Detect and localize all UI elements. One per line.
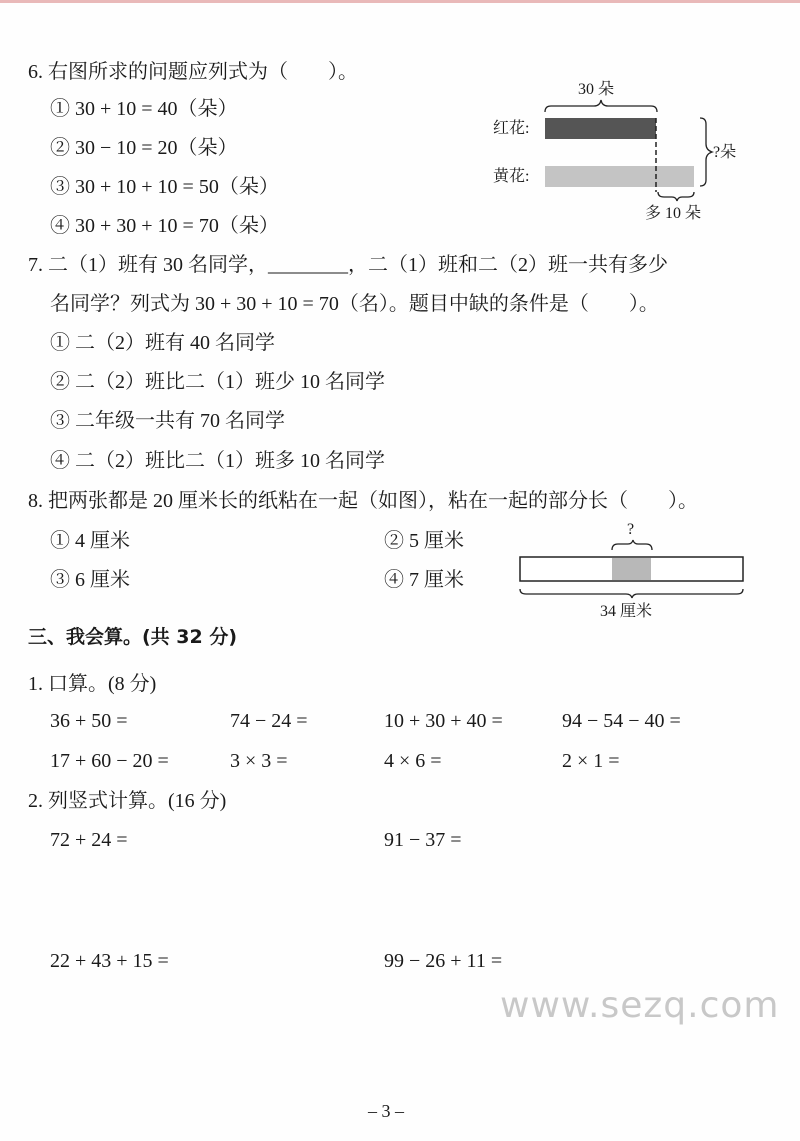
section-title: 三、我会算。(共 32 分) bbox=[28, 626, 238, 648]
q7-line1: 7. 二（1）班有 30 名同学，________，二（1）班和二（2）班一共有多少 bbox=[28, 254, 668, 276]
overlap-question-label: ? bbox=[627, 521, 635, 538]
q6-option-1: ① 30 + 10 = 40（朵） bbox=[50, 98, 238, 120]
q7-option-2: ② 二（2）班比二（1）班少 10 名同学 bbox=[50, 371, 385, 393]
mental-math-item: 3 × 3 = bbox=[230, 750, 288, 772]
red-flower-label: 红花: bbox=[493, 120, 530, 137]
vertical-calc-item: 22 + 43 + 15 = bbox=[50, 950, 169, 972]
yellow-flower-label: 黄花: bbox=[493, 168, 530, 185]
mental-math-item: 36 + 50 = bbox=[50, 710, 128, 732]
top-label: 30 朵 bbox=[578, 81, 615, 98]
vertical-calc-item: 99 − 26 + 11 = bbox=[384, 950, 503, 972]
mental-math-item: 17 + 60 − 20 = bbox=[50, 750, 169, 772]
q8-option-4: ④ 7 厘米 bbox=[384, 569, 464, 591]
q8-option-2: ② 5 厘米 bbox=[384, 530, 464, 552]
q8-stem: 8. 把两张都是 20 厘米长的纸粘在一起（如图），粘在一起的部分长（ ）。 bbox=[28, 490, 698, 512]
q7-option-4: ④ 二（2）班比二（1）班多 10 名同学 bbox=[50, 450, 385, 472]
part2-title: 2. 列竖式计算。(16 分) bbox=[28, 790, 227, 812]
mental-math-item: 4 × 6 = bbox=[384, 750, 442, 772]
q7-option-1: ① 二（2）班有 40 名同学 bbox=[50, 332, 275, 354]
vertical-calc-item: 72 + 24 = bbox=[50, 829, 128, 851]
vertical-calc-item: 91 − 37 = bbox=[384, 829, 462, 851]
q6-option-4: ④ 30 + 30 + 10 = 70（朵） bbox=[50, 215, 279, 237]
total-length-label: 34 厘米 bbox=[600, 603, 653, 620]
q7-line2: 名同学？列式为 30 + 30 + 10 = 70（名）。题目中缺的条件是（ ）。 bbox=[50, 293, 659, 315]
part1-title: 1. 口算。(8 分) bbox=[28, 673, 157, 695]
q6-option-3: ③ 30 + 10 + 10 = 50（朵） bbox=[50, 176, 279, 198]
mental-math-item: 74 − 24 = bbox=[230, 710, 308, 732]
mental-math-item: 10 + 30 + 40 = bbox=[384, 710, 503, 732]
mental-math-item: 2 × 1 = bbox=[562, 750, 620, 772]
question-label: ?朵 bbox=[713, 144, 737, 161]
flower-diagram bbox=[545, 100, 712, 201]
q6-stem: 6. 右图所求的问题应列式为（ ）。 bbox=[28, 61, 358, 83]
watermark: www.sezq.com bbox=[500, 985, 780, 1026]
more-label: 多 10 朵 bbox=[645, 205, 702, 222]
page-number: – 3 – bbox=[368, 1101, 404, 1121]
q7-option-3: ③ 二年级一共有 70 名同学 bbox=[50, 410, 285, 432]
paper-diagram bbox=[520, 540, 743, 598]
q8-option-3: ③ 6 厘米 bbox=[50, 569, 130, 591]
mental-math-item: 94 − 54 − 40 = bbox=[562, 710, 681, 732]
q6-option-2: ② 30 − 10 = 20（朵） bbox=[50, 137, 238, 159]
q8-option-1: ① 4 厘米 bbox=[50, 530, 130, 552]
